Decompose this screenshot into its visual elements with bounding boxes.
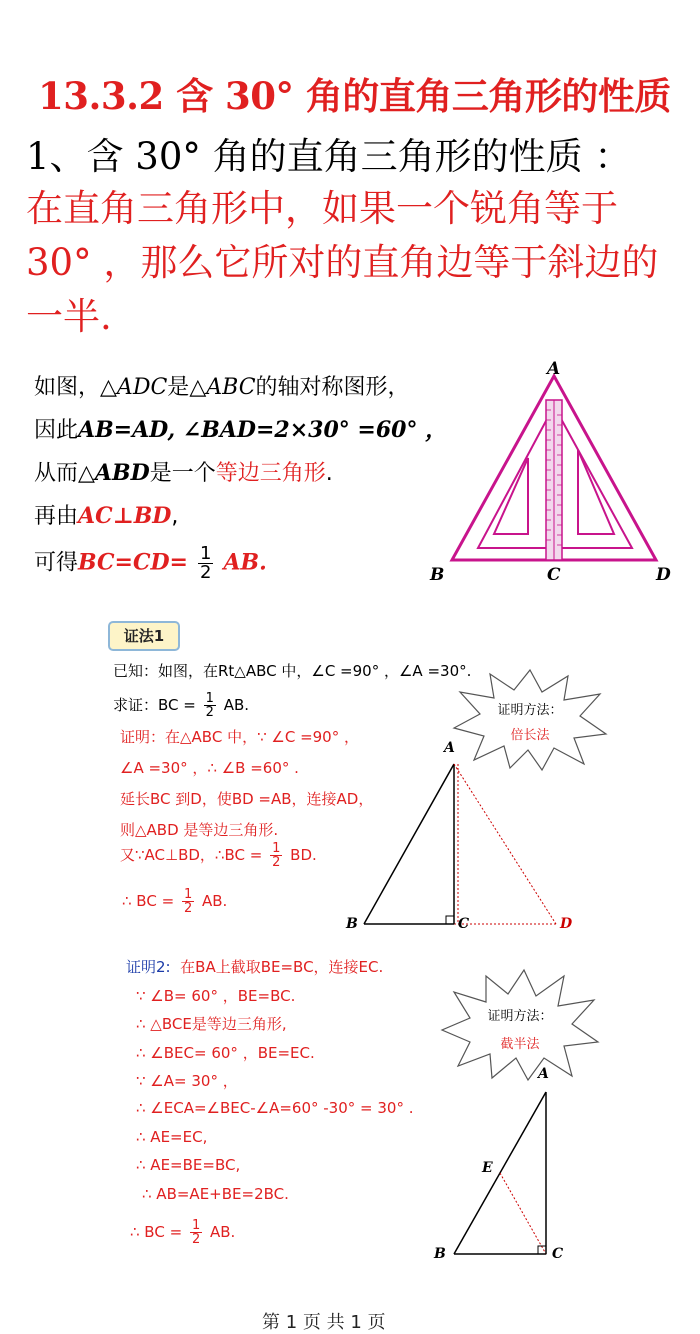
triangle-setsquare-figure — [428, 358, 688, 588]
page-title: 13.3.2 含 30° 角的直角三角形的性质 — [38, 74, 671, 118]
fraction-den: 2 — [199, 562, 212, 583]
fraction-num: 1 — [191, 1218, 201, 1233]
proof2-line-0 — [126, 956, 383, 977]
burst-2-method: 截半法 — [500, 1037, 540, 1052]
vertex-label-e: E — [482, 1160, 493, 1176]
fraction-num: 1 — [205, 691, 214, 706]
proof-text: AB. — [202, 892, 228, 910]
burst-1-method: 倍长法 — [510, 728, 550, 743]
proof-text: ∴ BC = — [122, 892, 175, 910]
explain-line-2 — [34, 413, 447, 444]
fraction-den: 2 — [205, 705, 214, 720]
proof-text: AB. — [210, 1223, 236, 1241]
vertex-label-d: D — [656, 565, 671, 585]
vertex-label-a: A — [547, 359, 561, 379]
fraction-half — [182, 888, 194, 915]
proof2-line-6: ∴ AE=EC, — [136, 1128, 208, 1146]
vertex-label-a: A — [444, 740, 455, 756]
proof1-line-3: 延长BC 到D，使BD =AB，连接AD， — [120, 790, 374, 808]
section-heading: 1、含 30° 角的直角三角形的性质 ： — [26, 135, 632, 178]
explain-text: 是 — [167, 375, 190, 400]
explain-text: 因此 — [34, 418, 79, 443]
fraction-den: 2 — [191, 1232, 201, 1247]
fraction-num: 1 — [183, 887, 193, 902]
proof1-triangle-figure — [340, 738, 580, 938]
explain-math: △ABD — [78, 460, 150, 486]
proof2-triangle-figure — [430, 1064, 580, 1264]
fraction-num: 1 — [272, 841, 281, 856]
vertex-label-d: D — [560, 916, 573, 932]
proof2-line-9 — [130, 1219, 235, 1246]
proof1-badge: 证法1 — [108, 621, 180, 651]
proof1-line-6 — [122, 888, 227, 915]
vertex-label-c: C — [458, 916, 470, 932]
fraction-den: 2 — [272, 855, 281, 870]
proof2-line-2: ∴ △BCE是等边三角形, — [136, 1015, 287, 1033]
proof2-line-3: ∴ ∠BEC= 60° ，BE=EC. — [136, 1044, 315, 1062]
fraction-den: 2 — [183, 901, 193, 916]
proof-text: 在BA上截取BE=BC，连接EC. — [180, 958, 384, 976]
burst-2-title: 证明方法： — [487, 1009, 553, 1024]
explain-line-3 — [34, 456, 333, 487]
proof2-label: 证明2: — [126, 958, 171, 976]
proof1-line-1: 证明：在△ABC 中，∵ ∠C =90° ， — [120, 728, 359, 746]
proof-text: AB. — [223, 696, 250, 714]
vertex-label-b: B — [434, 1246, 446, 1262]
explain-text: . — [325, 461, 333, 486]
burst-1-title: 证明方法： — [497, 703, 563, 718]
explain-text: 从而 — [34, 461, 79, 486]
explain-highlight: AB. — [223, 549, 267, 576]
proof-text: 求证：BC = — [113, 696, 196, 714]
fraction-num: 1 — [199, 543, 212, 564]
vertex-label-b: B — [430, 565, 445, 585]
fraction-half — [270, 842, 282, 869]
proof-text: ∴ BC = — [130, 1223, 183, 1241]
proof1-line-2: ∠A =30° ，∴ ∠B =60° . — [120, 759, 299, 777]
proof2-line-7: ∴ AE=BE=BC, — [136, 1156, 241, 1174]
vertex-label-b: B — [346, 916, 358, 932]
explain-highlight: 等边三角形 — [215, 461, 326, 486]
proof2-line-5: ∴ ∠ECA=∠BEC-∠A=60° -30° = 30° . — [136, 1099, 414, 1117]
theorem-line-3: 一半. — [26, 295, 112, 338]
page-footer: 第 1 页 共 1 页 — [262, 1312, 386, 1333]
proof-text: 又∵AC⊥BD，∴BC = — [120, 846, 263, 864]
explain-text: 是一个 — [149, 461, 216, 486]
explain-text: 如图， — [34, 375, 101, 400]
proof1-given: 已知：如图，在Rt△ABC 中，∠C =90° ，∠A =30°. — [113, 662, 472, 680]
fraction-half — [204, 692, 216, 719]
proof-text: BD. — [290, 846, 317, 864]
explain-line-4 — [34, 499, 178, 530]
proof2-line-1: ∵ ∠B= 60° ，BE=BC. — [136, 987, 296, 1005]
fraction-half — [198, 545, 213, 582]
explain-text: 的轴对称图形， — [255, 375, 410, 400]
explain-text: 再由 — [34, 504, 79, 529]
fraction-half — [190, 1219, 202, 1246]
explain-highlight: AC⊥BD — [78, 503, 172, 529]
explain-math: △ABC — [189, 375, 256, 400]
proof2-line-8: ∴ AB=AE+BE=2BC. — [142, 1185, 289, 1203]
explain-highlight: BC=CD= — [78, 549, 188, 576]
vertex-label-a: A — [538, 1066, 549, 1082]
explain-text: 可得 — [34, 550, 79, 576]
proof2-line-4: ∵ ∠A= 30° ， — [136, 1072, 238, 1090]
proof1-line-4: 则△ABD 是等边三角形. — [120, 821, 279, 839]
vertex-label-c: C — [547, 565, 561, 585]
explain-line-5 — [34, 545, 267, 582]
vertex-label-c: C — [552, 1246, 564, 1262]
theorem-line-1: 在直角三角形中，如果一个锐角等于 — [26, 187, 618, 230]
explain-text: , — [171, 504, 179, 529]
explain-math: AB=AD, ∠BAD=2×30° =60° ， — [78, 417, 448, 443]
theorem-line-2: 30° ，那么它所对的直角边等于斜边的 — [26, 241, 659, 284]
proof1-prove — [113, 692, 249, 719]
explain-line-1 — [34, 370, 410, 401]
explain-math: △ADC — [100, 375, 168, 400]
proof1-line-5 — [120, 842, 317, 869]
